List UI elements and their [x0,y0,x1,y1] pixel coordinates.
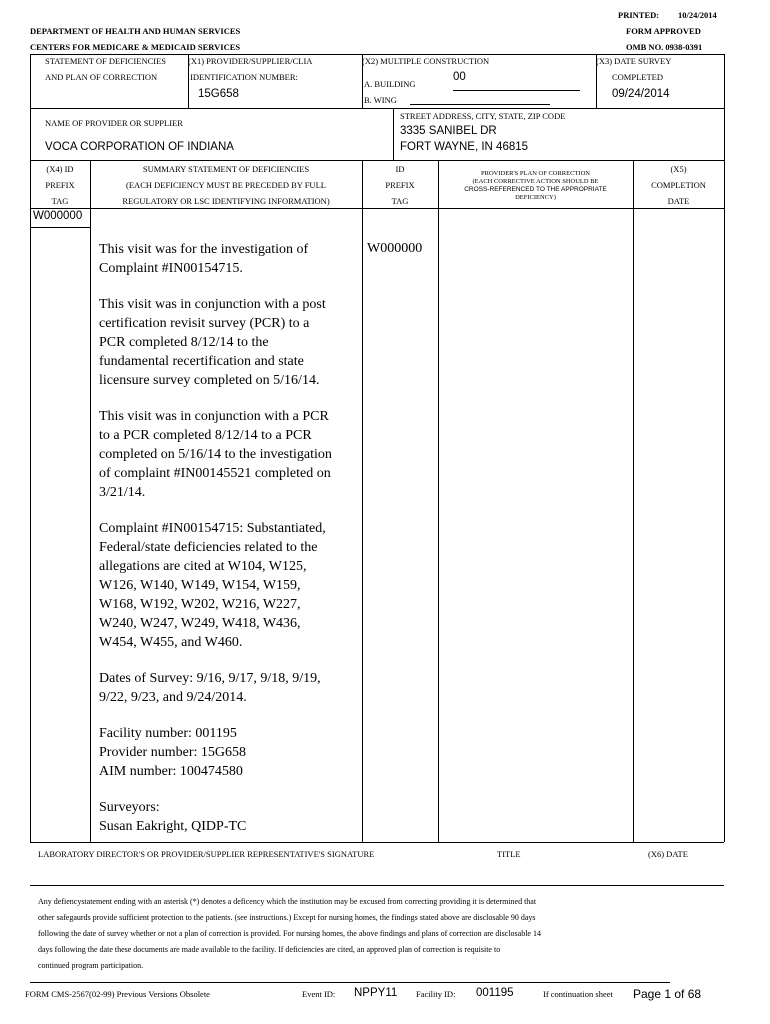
right-tag: W000000 [367,241,423,256]
x5-header-2: COMPLETION [651,180,706,190]
paragraph-dates: Dates of Survey: 9/16, 9/17, 9/18, 9/19, 9/22, 9/23, and 9/24/2014. [99,671,321,705]
paragraph-complaint: Complaint #IN00154715: Substantiated, Federal/state deficiencies related to the allegations are cited at W104, W125, W126, W140, W149, W154, W159, W168, W192, W202, W216, W227, W240, W247, W249, W418, W436, W454, W455, and W460. [99,521,326,650]
centers-title: CENTERS FOR MEDICARE & MEDICAID SERVICES [30,42,241,52]
footer-rule [30,982,670,983]
row-divider-2 [30,160,724,161]
header-row-bottom [30,208,724,209]
continuation-label: If continuation sheet [543,989,613,999]
facility-id-label: Facility ID: [416,989,456,999]
right-border [724,54,725,842]
footnote-line: Any defiencystatement ending with an asterisk (*) denotes a deficency which the institution may be excused from correcting providing it is determined that [38,897,537,906]
x1-label-1: (X1) PROVIDER/SUPPLIER/CLIA [188,56,313,66]
x4-header-1: (X4) ID [46,164,74,174]
x4-header-2: PREFIX [45,180,75,190]
x3-label-1: (X3) DATE SURVEY [596,56,672,66]
left-tag: W000000 [33,210,83,222]
paragraph-visit: This visit was for the investigation of Complaint #IN00154715. [99,242,309,276]
x3-label-2: COMPLETED [612,72,663,82]
survey-date-value: 09/24/2014 [612,88,670,100]
id-header-2: PREFIX [385,180,415,190]
statement-label-2: AND PLAN OF CORRECTION [45,72,158,82]
provider-name-label: NAME OF PROVIDER OR SUPPLIER [45,118,183,128]
plan-header-1: PROVIDER'S PLAN OF CORRECTION [481,170,590,177]
plan-header-4: DEFICIENCY) [515,194,556,201]
summary-header-3: REGULATORY OR LSC IDENTIFYING INFORMATION) [122,196,330,206]
footnote [38,894,738,974]
summary-header-2: (EACH DEFICIENCY MUST BE PRECEDED BY FULL [126,180,326,190]
provider-id-value: 15G658 [198,88,239,100]
col-divider-plan [633,160,634,842]
col-divider-id [438,160,439,842]
printed-date: 10/24/2014 [678,10,717,20]
divider-address [393,108,394,160]
title-label: TITLE [497,849,521,859]
address-line-1: 3335 SANIBEL DR [400,125,497,137]
page-number: Page 1 of 68 [633,987,702,1001]
footnote-line: continued program participation. [38,961,144,970]
paragraph-surveyors: Surveyors: Susan Eakright, QIDP-TC [99,800,247,834]
col-divider-x4 [90,160,91,842]
facility-id-value: 001195 [476,987,514,999]
col-divider-summary [362,160,363,842]
wing-underline [410,104,550,105]
event-id-value: NPPY11 [354,987,398,999]
form-id-label: FORM CMS-2567(02-99) Previous Versions Obsolete [25,989,210,999]
event-id-label: Event ID: [302,989,336,999]
id-header-1: ID [395,164,405,174]
footnote-line: days following the date these documents are made available to the facility. If deficiencies are cited, an approved plan of correction is requisite to [38,945,501,954]
x5-header-3: DATE [667,196,690,206]
footnote-line: following the date of survey whether or not a plan of correction is provided. For nursing homes, the above findings and plans of correction are disclosable 14 [38,929,541,938]
x5-header-1: (X5) [670,164,687,174]
table-bottom [30,842,724,843]
x1-label-2: IDENTIFICATION NUMBER: [190,72,298,82]
top-border [30,54,724,55]
footnote-line: other safegaurds provide sufficient protection to the patients. (see instructions.) Except for nursing homes, the findings stated above are disclosable 90 days [38,913,536,922]
provider-name-value: VOCA CORPORATION OF INDIANA [45,141,234,153]
address-line-2: FORT WAYNE, IN 46815 [400,141,529,153]
plan-header-2: (EACH CORRECTIVE ACTION SHOULD BE [472,178,599,185]
left-tag-underline [30,227,90,228]
x4-header-3: TAG [51,196,69,206]
x2-label: (X2) MULTIPLE CONSTRUCTION [362,56,490,66]
building-label: A. BUILDING [364,79,416,89]
id-header-3: TAG [391,196,409,206]
signature-bottom [30,885,724,886]
paragraph-pcr-1: This visit was in conjunction with a post certification revisit survey (PCR) to a PCR completed 8/12/14 to the fundamental recertification and state licensure survey completed on 5/16/14. [99,297,326,388]
summary-statement [99,240,359,853]
date-label: (X6) DATE [648,849,688,859]
department-title: DEPARTMENT OF HEALTH AND HUMAN SERVICES [30,26,241,36]
plan-header-3: CROSS-REFERENCED TO THE APPROPRIATE [464,186,607,193]
building-underline [453,90,580,91]
printed-label: PRINTED: [618,10,660,20]
statement-label-1: STATEMENT OF DEFICIENCIES [45,56,167,66]
summary-header-1: SUMMARY STATEMENT OF DEFICIENCIES [142,164,310,174]
row-divider-1 [30,108,724,109]
omb-number: OMB NO. 0938-0391 [626,42,703,52]
form-approved: FORM APPROVED [626,26,701,36]
paragraph-facility: Facility number: 001195 Provider number: 15G658 AIM number: 100474580 [99,726,246,779]
wing-label: B. WING [364,95,397,105]
building-value: 00 [453,71,466,83]
director-signature-label: LABORATORY DIRECTOR'S OR PROVIDER/SUPPLIER REPRESENTATIVE'S SIGNATURE [38,849,375,859]
paragraph-pcr-2: This visit was in conjunction with a PCR to a PCR completed 8/12/14 to a PCR completed on 5/16/14 to the investigation of complaint #IN00145521 completed on 3/21/14. [99,409,332,500]
address-label: STREET ADDRESS, CITY, STATE, ZIP CODE [400,111,566,121]
